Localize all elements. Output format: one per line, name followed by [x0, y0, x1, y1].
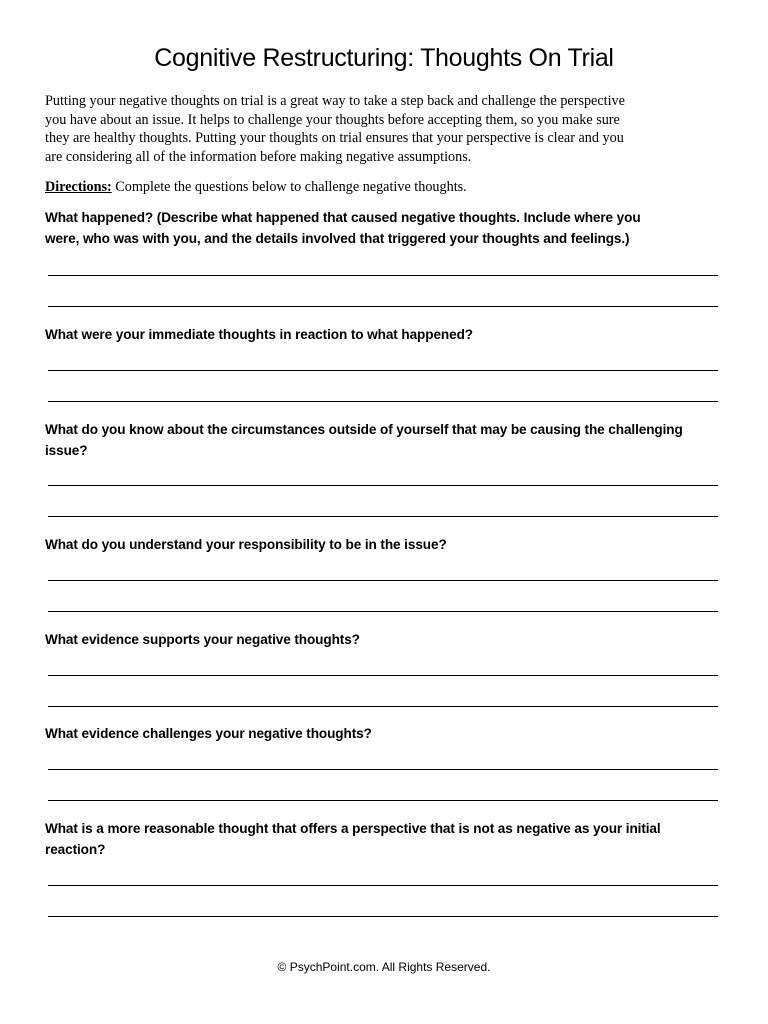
- answer-line[interactable]: [48, 675, 718, 676]
- question-line: What evidence challenges your negative thoughts?: [45, 726, 372, 741]
- answer-line[interactable]: [48, 885, 718, 886]
- question-line: were, who was with you, and the details involved that triggered your thoughts and feelings.): [45, 231, 630, 246]
- answer-line[interactable]: [48, 706, 718, 707]
- answer-line[interactable]: [48, 306, 718, 307]
- directions-text: Complete the questions below to challenge negative thoughts.: [111, 179, 467, 195]
- question-reasonable-thought: [45, 818, 727, 860]
- answer-line[interactable]: [48, 401, 718, 402]
- answer-line[interactable]: [48, 916, 718, 917]
- question-line: What is a more reasonable thought that offers a perspective that is not as negative as your initial: [45, 821, 661, 836]
- directions: [45, 178, 725, 197]
- answer-line[interactable]: [48, 485, 718, 486]
- answer-line[interactable]: [48, 800, 718, 801]
- copyright-footer: © PsychPoint.com. All Rights Reserved.: [277, 960, 491, 974]
- question-line: What happened? (Describe what happened that caused negative thoughts. Include where you: [45, 210, 641, 225]
- question-evidence-supports: [45, 629, 727, 650]
- directions-label: Directions:: [45, 179, 112, 195]
- intro-line: you have about an issue. It helps to challenge your thoughts before accepting them, so you make sure: [45, 111, 620, 128]
- question-responsibility: [45, 534, 727, 555]
- question-evidence-challenges: [45, 723, 727, 744]
- answer-line[interactable]: [48, 611, 718, 612]
- worksheet-title: Cognitive Restructuring: Thoughts On Trial: [154, 44, 614, 72]
- question-line: issue?: [45, 443, 88, 458]
- question-line: What evidence supports your negative thoughts?: [45, 632, 360, 647]
- question-circumstances: [45, 419, 727, 461]
- answer-line[interactable]: [48, 275, 718, 276]
- intro-line: they are healthy thoughts. Putting your thoughts on trial ensures that your perspective is clear and you: [45, 130, 624, 146]
- answer-line[interactable]: [48, 769, 718, 770]
- question-line: What do you know about the circumstances outside of yourself that may be causing the challenging: [45, 422, 683, 437]
- question-line: What were your immediate thoughts in reaction to what happened?: [45, 327, 473, 342]
- intro-line: Putting your negative thoughts on trial is a great way to take a step back and challenge the perspective: [45, 93, 625, 109]
- question-line: What do you understand your responsibility to be in the issue?: [45, 537, 447, 552]
- intro-paragraph: [45, 92, 725, 166]
- intro-line: are considering all of the information before making negative assumptions.: [45, 148, 472, 165]
- question-line: reaction?: [45, 842, 106, 857]
- answer-line[interactable]: [48, 370, 718, 371]
- question-immediate-thoughts: [45, 324, 727, 345]
- answer-line[interactable]: [48, 580, 718, 581]
- answer-line[interactable]: [48, 516, 718, 517]
- question-what-happened: [45, 207, 727, 249]
